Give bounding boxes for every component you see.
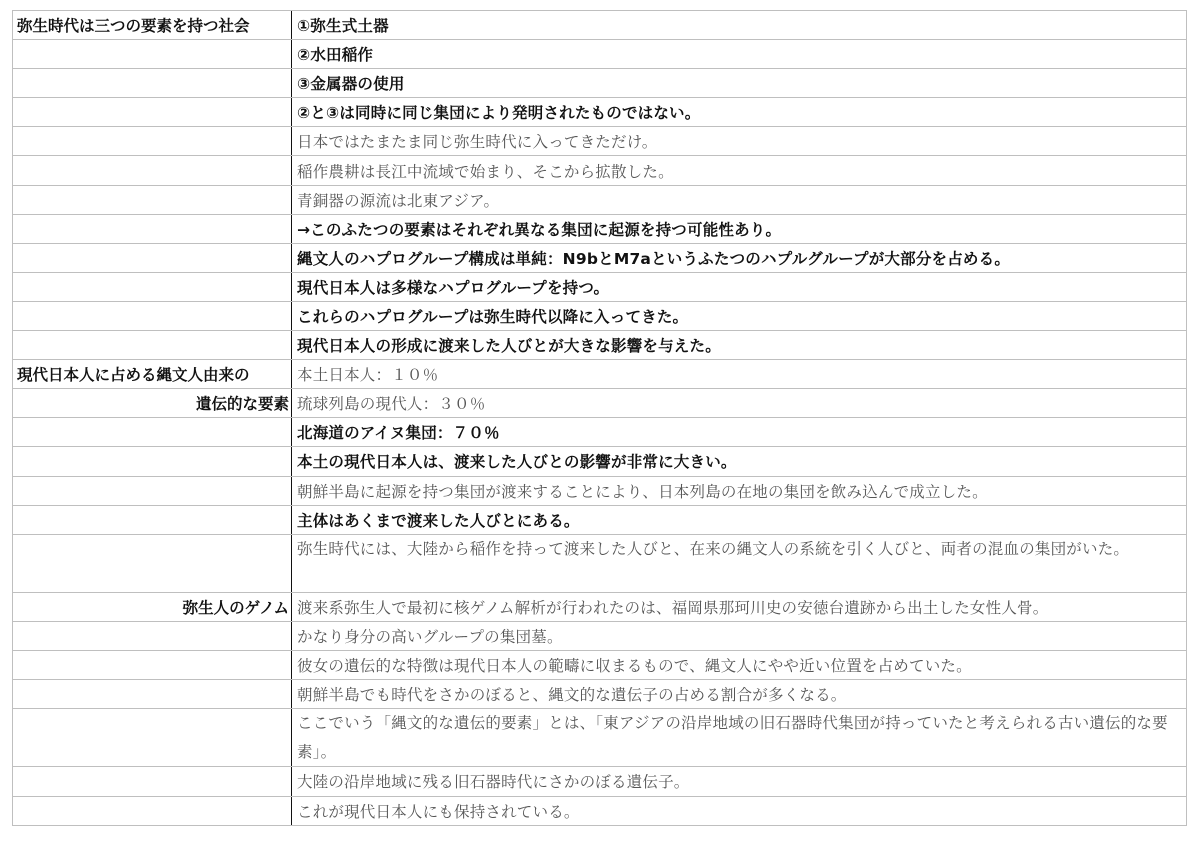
- note-cell[interactable]: 本土日本人：１０％: [292, 360, 1187, 388]
- note-cell[interactable]: 北海道のアイヌ集団：７０％: [292, 418, 1187, 446]
- note-cell[interactable]: →このふたつの要素はそれぞれ異なる集団に起源を持つ可能性あり。: [292, 215, 1187, 243]
- table-row: [12, 69, 1187, 98]
- topic-cell[interactable]: [12, 69, 292, 97]
- note-cell[interactable]: ②水田稲作: [292, 40, 1187, 68]
- note-cell[interactable]: 弥生時代には、大陸から稲作を持って渡来した人びと、在来の縄文人の系統を引く人びと、両者の混血の集団がいた。: [292, 535, 1187, 592]
- note-cell[interactable]: ②と③は同時に同じ集団により発明されたものではない。: [292, 98, 1187, 126]
- table-row: [12, 506, 1187, 535]
- topic-cell[interactable]: [12, 40, 292, 68]
- topic-cell[interactable]: [12, 273, 292, 301]
- table-row: [12, 98, 1187, 127]
- table-row: [12, 40, 1187, 69]
- table-row: [12, 418, 1187, 447]
- table-row: [12, 767, 1187, 796]
- table-row: [12, 389, 1187, 418]
- note-cell[interactable]: 縄文人のハプログループ構成は単純：N9bとM7aというふたつのハプルグループが大部分を占める。: [292, 244, 1187, 272]
- table-row: [12, 709, 1187, 767]
- note-cell[interactable]: 日本ではたまたま同じ弥生時代に入ってきただけ。: [292, 127, 1187, 155]
- table-row: [12, 622, 1187, 651]
- topic-cell[interactable]: [12, 244, 292, 272]
- topic-cell[interactable]: 弥生人のゲノム: [12, 593, 292, 621]
- table-row: [12, 651, 1187, 680]
- table-row: [12, 535, 1187, 593]
- note-cell[interactable]: 彼女の遺伝的な特徴は現代日本人の範疇に収まるもので、縄文人にやや近い位置を占めていた。: [292, 651, 1187, 679]
- topic-cell[interactable]: [12, 447, 292, 475]
- topic-cell[interactable]: [12, 651, 292, 679]
- note-cell[interactable]: 渡来系弥生人で最初に核ゲノム解析が行われたのは、福岡県那珂川史の安徳台遺跡から出土した女性人骨。: [292, 593, 1187, 621]
- note-cell[interactable]: 朝鮮半島でも時代をさかのぼると、縄文的な遺伝子の占める割合が多くなる。: [292, 680, 1187, 708]
- note-cell[interactable]: 稲作農耕は長江中流域で始まり、そこから拡散した。: [292, 156, 1187, 184]
- table-row: [12, 477, 1187, 506]
- topic-cell[interactable]: [12, 331, 292, 359]
- topic-cell[interactable]: [12, 767, 292, 795]
- topic-cell[interactable]: [12, 418, 292, 446]
- note-cell[interactable]: 本土の現代日本人は、渡来した人びとの影響が非常に大きい。: [292, 447, 1187, 475]
- topic-cell[interactable]: [12, 477, 292, 505]
- topic-cell[interactable]: [12, 156, 292, 184]
- topic-cell[interactable]: [12, 709, 292, 766]
- spreadsheet-grid: [12, 10, 1187, 826]
- topic-cell[interactable]: 遺伝的な要素: [12, 389, 292, 417]
- topic-cell[interactable]: 現代日本人に占める縄文人由来の: [12, 360, 292, 388]
- table-row: [12, 447, 1187, 476]
- table-row: [12, 273, 1187, 302]
- note-cell[interactable]: 青銅器の源流は北東アジア。: [292, 186, 1187, 214]
- note-cell[interactable]: ①弥生式土器: [292, 11, 1187, 39]
- note-cell[interactable]: これらのハプログループは弥生時代以降に入ってきた。: [292, 302, 1187, 330]
- table-row: [12, 302, 1187, 331]
- note-cell[interactable]: これが現代日本人にも保持されている。: [292, 797, 1187, 825]
- table-row: [12, 11, 1187, 40]
- table-row: [12, 797, 1187, 826]
- topic-cell[interactable]: 弥生時代は三つの要素を持つ社会: [12, 11, 292, 39]
- topic-cell[interactable]: [12, 680, 292, 708]
- topic-cell[interactable]: [12, 622, 292, 650]
- topic-cell[interactable]: [12, 535, 292, 592]
- note-cell[interactable]: 大陸の沿岸地域に残る旧石器時代にさかのぼる遺伝子。: [292, 767, 1187, 795]
- table-row: [12, 244, 1187, 273]
- note-cell[interactable]: 主体はあくまで渡来した人びとにある。: [292, 506, 1187, 534]
- note-cell[interactable]: 現代日本人は多様なハプログループを持つ。: [292, 273, 1187, 301]
- table-row: [12, 215, 1187, 244]
- note-cell[interactable]: 現代日本人の形成に渡来した人びとが大きな影響を与えた。: [292, 331, 1187, 359]
- topic-cell[interactable]: [12, 186, 292, 214]
- note-cell[interactable]: 朝鮮半島に起源を持つ集団が渡来することにより、日本列島の在地の集団を飲み込んで成立した。: [292, 477, 1187, 505]
- table-row: [12, 186, 1187, 215]
- table-row: [12, 593, 1187, 622]
- topic-cell[interactable]: [12, 215, 292, 243]
- table-row: [12, 156, 1187, 185]
- note-cell[interactable]: ここでいう「縄文的な遺伝的要素」とは、「東アジアの沿岸地域の旧石器時代集団が持っていたと考えられる古い遺伝的な要素」。: [292, 709, 1187, 766]
- note-cell[interactable]: かなり身分の高いグループの集団墓。: [292, 622, 1187, 650]
- topic-cell[interactable]: [12, 127, 292, 155]
- table-row: [12, 127, 1187, 156]
- topic-cell[interactable]: [12, 797, 292, 825]
- topic-cell[interactable]: [12, 98, 292, 126]
- topic-cell[interactable]: [12, 302, 292, 330]
- topic-cell[interactable]: [12, 506, 292, 534]
- table-row: [12, 331, 1187, 360]
- table-row: [12, 360, 1187, 389]
- note-cell[interactable]: ③金属器の使用: [292, 69, 1187, 97]
- note-cell[interactable]: 琉球列島の現代人：３０％: [292, 389, 1187, 417]
- table-row: [12, 680, 1187, 709]
